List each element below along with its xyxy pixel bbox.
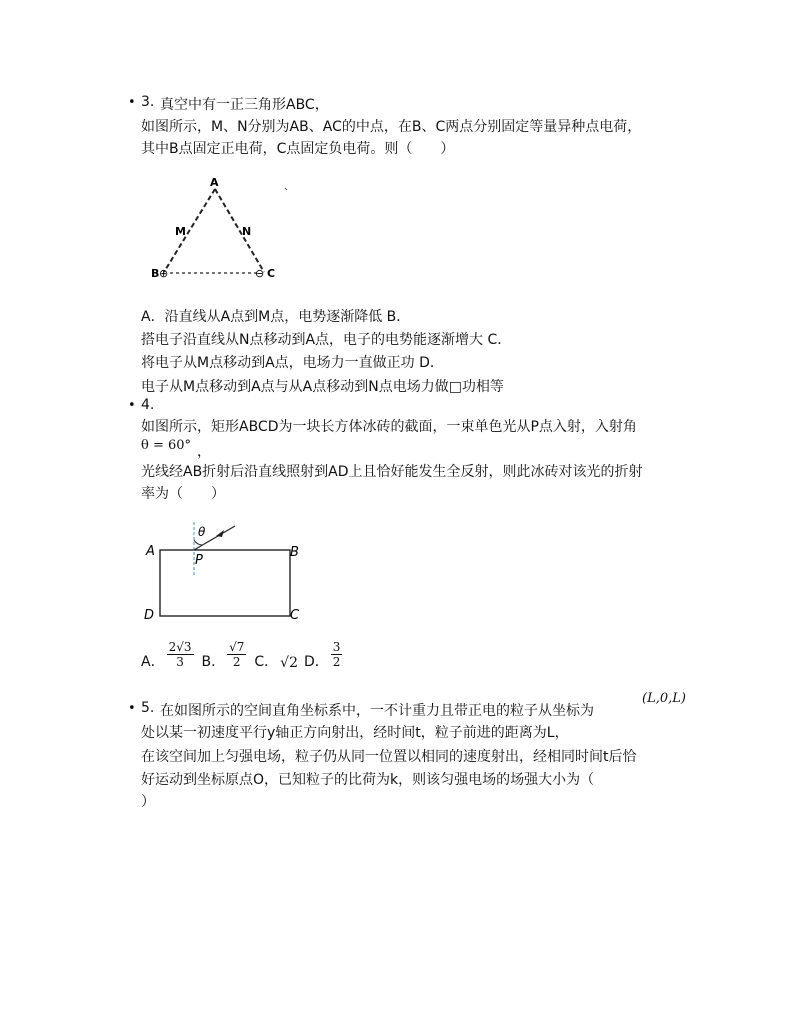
q3-option-line1: A．沿直线从A点到M点，电势逐渐降低 B． <box>141 309 411 325</box>
q3-label-N: N <box>242 225 252 238</box>
q4-bullet: • <box>128 398 136 413</box>
q4-option-A-label: A． <box>141 654 165 670</box>
q4-label-P: P <box>195 553 203 568</box>
q4-label-theta: θ <box>198 525 206 539</box>
q3-line3: 其中B点固定正电荷，C点固定负电荷。则（ ） <box>141 141 455 157</box>
q3-option-line3: 将电子从M点移动到A点，电场力一直做正功 D． <box>141 355 444 371</box>
q5-line2: 处以某一初速度平行y轴正方向射出，经时间t，粒子前进的距离为L， <box>141 725 569 741</box>
q4-label-A: A <box>146 544 155 559</box>
q3-line1: 真空中有一正三角形ABC， <box>160 97 329 113</box>
q4-option-C-value: √2 <box>280 655 298 671</box>
q4-option-D-fraction <box>331 640 343 669</box>
q4-option-D-denominator: 2 <box>332 655 341 669</box>
q5-line5: ） <box>141 794 155 810</box>
q5-bullet: • <box>128 701 136 716</box>
q4-theta-equation: θ = 60° <box>141 438 192 453</box>
q4-option-D-label: D． <box>304 654 329 670</box>
q4-option-A-numerator: 2√3 <box>168 640 192 654</box>
q4-option-C-label: C． <box>254 654 279 670</box>
q3-label-B: B <box>151 267 160 280</box>
q3-option-line4: 电子从M点移动到A点与从A点移动到N点电场力做□功相等 <box>141 379 504 395</box>
q4-label-D: D <box>144 608 155 623</box>
q4-label-B: B <box>290 545 299 560</box>
q5-number: 5. <box>141 700 155 716</box>
q4-option-B-fraction <box>227 640 246 669</box>
q4-line1: 如图所示，矩形ABCD为一块长方体冰砖的截面，一束单色光从P点入射，入射角 <box>141 419 637 435</box>
q3-line2: 如图所示，M、N分别为AB、AC的中点，在B、C两点分别固定等量异种点电荷， <box>141 119 642 135</box>
q5-coordinate: (L,0,L) <box>642 691 686 706</box>
q3-plus-charge-icon: ⊕ <box>159 267 169 280</box>
q4-option-A-fraction <box>167 640 194 669</box>
q3-label-M: M <box>175 225 186 238</box>
q4-label-C: C <box>290 608 300 623</box>
q4-option-D-numerator: 3 <box>332 640 341 654</box>
q4-number: 4. <box>141 397 155 413</box>
q3-minus-charge-icon: ⊖ <box>255 267 265 280</box>
q4-option-B-label: B． <box>201 654 226 670</box>
q3-bullet: • <box>128 95 136 110</box>
q5-line1: 在如图所示的空间直角坐标系中，一不计重力且带正电的粒子从坐标为 <box>160 703 594 719</box>
q3-triangle-figure <box>142 172 292 282</box>
q4-option-A-denominator: 3 <box>176 655 184 669</box>
q5-line3: 在该空间加上匀强电场，粒子仍从同一位置以相同的速度射出，经相同时间t后恰 <box>141 749 637 765</box>
q4-option-B-denominator: 2 <box>232 655 241 669</box>
q3-option-line2: 搭电子沿直线从N点移动到A点，电子的电势能逐渐增大 C． <box>141 332 512 348</box>
q3-label-C: C <box>267 267 276 280</box>
q4-line2: 光线经AB折射后沿直线照射到AD上且恰好能发生全反射，则此冰砖对该光的折射 <box>141 464 643 480</box>
q4-theta-comma: ， <box>197 444 211 460</box>
q4-rectangle-figure <box>140 518 310 628</box>
q4-option-B-numerator: √7 <box>229 640 245 654</box>
q3-label-A: A <box>210 176 219 189</box>
q4-options <box>141 640 342 669</box>
q5-line4: 好运动到坐标原点O，已知粒子的比荷为k，则该匀强电场的场强大小为（ <box>141 772 595 788</box>
q4-line3: 率为（ ） <box>141 486 225 502</box>
q3-number: 3. <box>141 94 155 110</box>
